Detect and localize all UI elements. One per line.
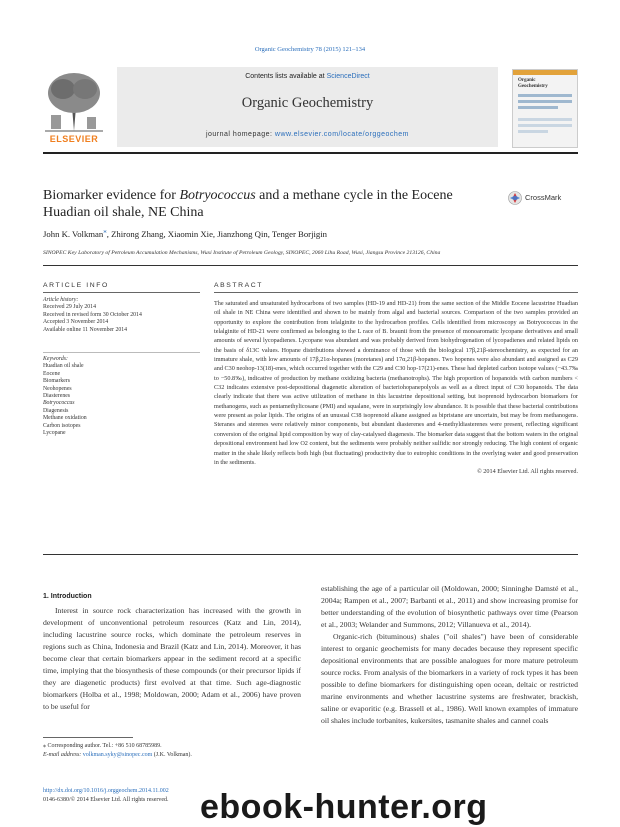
abstract-copyright: © 2014 Elsevier Ltd. All rights reserved. [477, 468, 578, 476]
abstract-body [214, 299, 578, 477]
keywords-rule [43, 352, 200, 353]
keyword-item: Methane oxidation [43, 415, 87, 422]
introduction-heading: 1. Introduction [43, 593, 92, 600]
journal-reference-link[interactable]: Organic Geochemistry 78 (2015) 121–134 [254, 46, 366, 53]
header-divider [43, 152, 578, 154]
crossmark-icon [508, 191, 522, 205]
introduction-right-column [321, 583, 578, 727]
article-title: Biomarker evidence for Botryococcus and a methane cycle in the Eocene Huadian oil shale, NE China [43, 188, 453, 220]
journal-homepage: journal homepage: www.elsevier.com/locate/orggeochem [205, 131, 410, 138]
intro-paragraph: Interest in source rock characterization has increased with the growth in development of unconventional petroleum resources (Katz and Lin, 2014), including lacustrine source rocks, which dominate the petroleum reserves in regions such as China, Indonesia and Brazil (Katz and Lin, 2014). Moreover, it has become clear that certain biomarkers appear in the sediment record at a specific time, implying that the biosynthesis of these compounds (or their precursor lipids if they are diagenetic products) first evolved at that time. Such age-diagnostic biomarkers (Holba et al., 1998; Moldowan, 2000; Adam et al., 2006) have proven to be useful for [43, 606, 301, 711]
footnote-rule [43, 737, 133, 738]
affiliation-divider [43, 265, 578, 266]
cover-title: Organic Geochemistry [518, 78, 548, 89]
keyword-item: Huadian oil shale [43, 363, 84, 370]
history-item: Accepted 3 November 2014 [43, 319, 109, 326]
abstract-rule [214, 292, 578, 293]
author-affiliation: SINOPEC Key Laboratory of Petroleum Accumulation Mechanisms, Wuxi Institute of Petroleum Geology, SINOPEC, 2060 Lihu Road, Wuxi, Jiangsu Province 213126, China [43, 250, 441, 256]
issn-line: 0146-6380/© 2014 Elsevier Ltd. All rights reserved. [43, 796, 169, 803]
intro-paragraph: establishing the age of a particular oil (Moldowan, 2000; Sinninghe Damsté et al., 2004a; Rampen et al., 2007; Barbanti et al., 2011) and show increasing promise for better understanding of the evolution of biosynthetic pathways over time (Pearson et al., 2003; Welander and Summons, 2012; Villanueva et al., 2014). [321, 584, 578, 629]
keyword-item: Diagenesis [43, 407, 69, 414]
article-info-rule [43, 292, 200, 293]
doi-link[interactable]: http://dx.doi.org/10.1016/j.orggeochem.2014.11.002 [43, 788, 169, 794]
keyword-item: Biomarkers [43, 378, 71, 385]
history-item: Available online 11 November 2014 [43, 326, 128, 333]
elsevier-wordmark: ELSEVIER [49, 134, 99, 144]
history-item: Received in revised form 30 October 2014 [43, 311, 142, 318]
article-info-heading: ARTICLE INFO [43, 282, 109, 289]
history-item: Received 29 July 2014 [43, 304, 96, 311]
history-label: Article history: [43, 297, 79, 303]
sciencedirect-link[interactable]: ScienceDirect [326, 73, 370, 80]
crossmark-label: CrossMark [525, 193, 562, 202]
corresponding-author-mark[interactable]: ⁎ [103, 227, 107, 235]
keyword-item: Lycopane [43, 430, 66, 437]
abstract-heading: ABSTRACT [214, 282, 264, 289]
keyword-item: Eocene [43, 370, 61, 377]
keyword-item: Neohopenes [43, 385, 72, 392]
keywords-label: Keywords: [43, 356, 68, 362]
journal-title: Organic Geochemistry [241, 95, 374, 111]
journal-cover-thumbnail [512, 69, 578, 148]
keyword-item: Botryococcus [43, 400, 75, 407]
homepage-link[interactable]: www.elsevier.com/locate/orggeochem [274, 131, 410, 138]
abstract-text: The saturated and unsaturated hydrocarbons of two samples (HD-19 and HD-21) from the same section of the Middle Eocene lacustrine Huadian oil shale in NE China were identified and shown to be mainly from algal and bacterial sources. Comparison of the two samples provided an opportunity to explore the contribution from telalginite to the hydrocarbon profiles. Cells identified from microscopy as Botryococcus in the telalginite of HD-21 were confirmed as belonging to the L race of B. braunii from the presence of monoaromatic lycopane derivatives and small amounts of several lycopadienes. Lycopane was abundant and was probably derived from biohydrogenation of lycopadienes and related lipids on the basis of δ13C values. Hopane distributions showed a dominance of those with the biological 17β,21β-stereochemistry, as expected for an immature shale, with low amounts of 17β,21α-hopanes (moretanes) and 17α,21β-hopanes. Two hopenes were also abundant and assigned as C29 and C30 neohop-13(18)-enes, which occurred together with the C29 and C30 hop-17(21)-enes. These had depleted carbon isotope values (−43.7‰ to −50.8‰), indicative of production by methane oxidizing bacteria (methanotrophs). The high proportion of hopanoids with carbon numbers < C32 indicates extensive post-depositional diagenetic alteration of bacteriohopanepolyols as well as a direct input of C30 hopanoids. The data clearly indicate that there was active utilization of methane in this lacustrine depositional setting, but isoprenoid hydrocarbon biomarkers for methanogens, such as pentamethylicosane (PMI) and squalane, were in surprisingly low abundance. It is possible that these bacterial contributions were present as polar lipids. The origins of an unusual C38 isoprenoid alkane assigned as bipristane are uncertain, but may be from methanogens. Steranes and sterenes were relatively minor components, but abundant diasterenes and 4-methyldiasterenes were present, reflecting significant conversion of the original lipid composition by way of clay-catalysed diagenesis. The biomarker data suggest that the bottom waters in the original depositional environment had low O2 content, but the sediments were probably neither sulfidic nor strongly reducing. The high content of organic matter in the shale likely reflects both high (but fluctuating) productivity due to eutrophic conditions in the overlying water and good preservation in the sediments. [214, 300, 578, 466]
article-history [43, 297, 203, 334]
author-list: John K. Volkman⁎, Zhirong Zhang, Xiaomin Xie, Jianzhong Qin, Tenger Borjigin [43, 227, 328, 239]
watermark: ebook-hunter.org [200, 788, 488, 826]
contents-line: Contents lists available at ScienceDirect [245, 73, 370, 80]
intro-paragraph: Organic-rich (bituminous) shales ("oil shales") have been of considerable interest to organic geochemists for many decades because they represent specific depositional environments that are possible analogues for more mature petroleum source rocks. From analysis of the biomarkers in a variety of rock types it has been possible to define biomarkers for distinguishing open ocean, deltaic or restricted marine environments and whether lacustrine systems are freshwater, brackish, saline or evaporitic (e.g. Brassell et al., 1986). Well known examples of immature oil shales include torbanites, kukersites, tasmanite shales and cannel coals [321, 632, 578, 725]
keyword-list [43, 356, 203, 437]
keyword-item: Diasterenes [43, 393, 71, 400]
corresponding-footnote: ⁎ Corresponding author. Tel.: +86 510 68785989. E-mail address: volkman.syky@sinopec.com (J.K. Volkman). [43, 743, 192, 758]
crossmark-button[interactable] [508, 191, 578, 205]
email-link[interactable]: volkman.syky@sinopec.com [82, 751, 153, 758]
introduction-left-column [43, 605, 301, 713]
abstract-divider [43, 554, 578, 555]
keyword-item: Carbon isotopes [43, 422, 81, 429]
